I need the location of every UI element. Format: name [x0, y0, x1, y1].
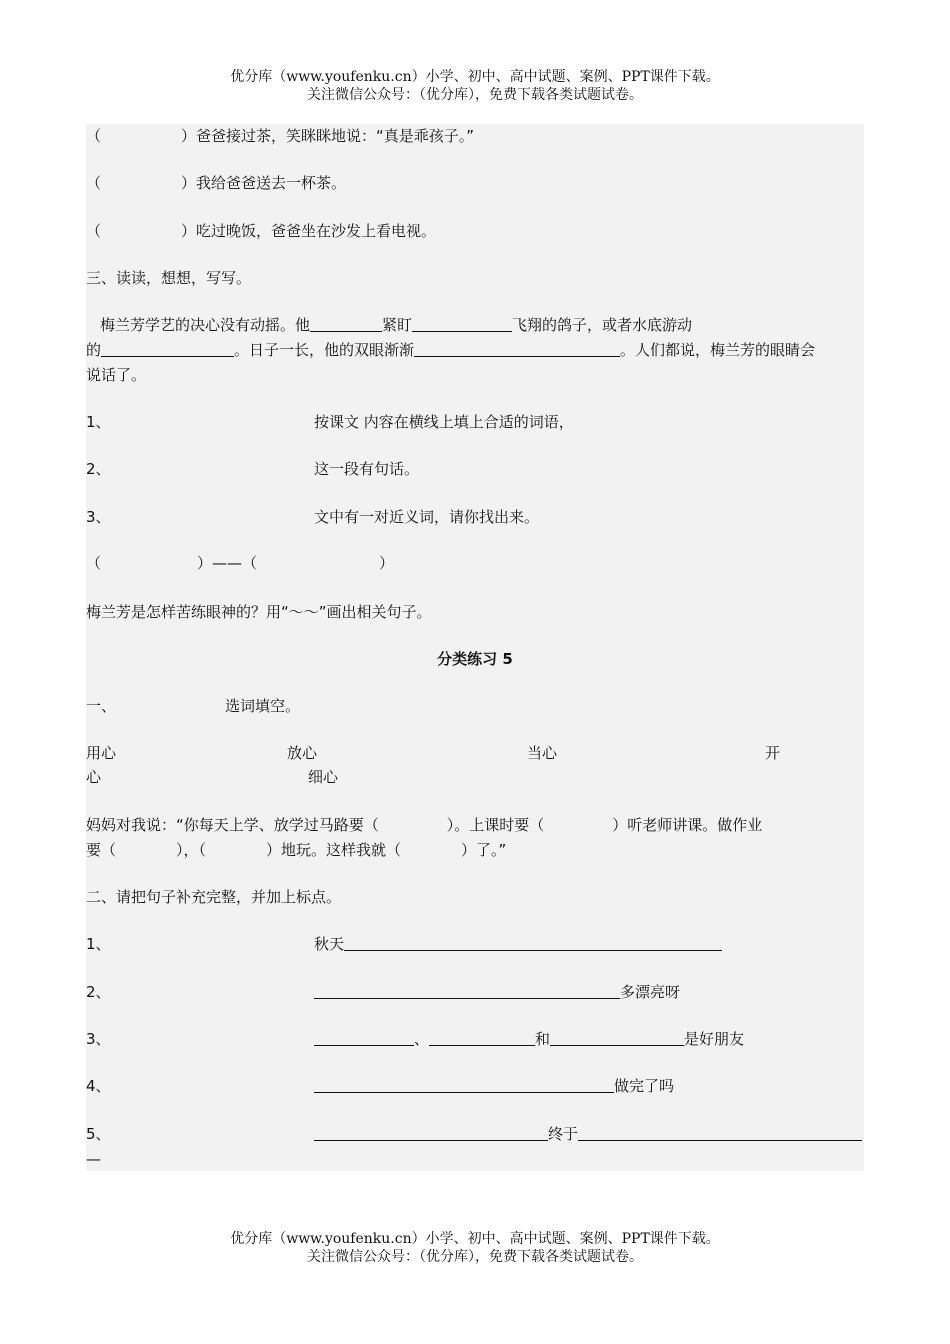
blank[interactable] [314, 1074, 614, 1093]
page-header [0, 68, 950, 104]
question-1-text: 按课文 内容在横线上填上合适的词语， [314, 413, 574, 431]
blank[interactable] [550, 1027, 684, 1046]
word-option: 心 [86, 768, 102, 786]
question-3-text: 文中有一对近义词，请你找出来。 [314, 508, 540, 526]
part2-heading: 二、请把句子补充完整，并加上标点。 [86, 888, 342, 906]
word-option: 当心 [527, 744, 558, 762]
word-option: 开 [765, 744, 781, 762]
item-1-text: 秋天 [314, 932, 722, 956]
item-5-number: 5、 [86, 1125, 111, 1143]
item-2-text: 多漂亮呀 [314, 980, 680, 1004]
passage-line-2: 的 。日子一长，他的双眼渐渐 。人们都说，梅兰芳的眼睛会 [86, 338, 815, 362]
question-1-number: 1、 [86, 413, 111, 431]
order-item-3: （ ）吃过晚饭，爸爸坐在沙发上看电视。 [86, 222, 437, 240]
order-item-2: （ ）我给爸爸送去一杯茶。 [86, 174, 347, 192]
blank[interactable] [344, 932, 722, 951]
blank[interactable] [314, 1122, 548, 1141]
blank[interactable] [429, 1027, 535, 1046]
word-option: 细心 [308, 768, 339, 786]
item-3-text: 、 和 是好朋友 [314, 1027, 744, 1051]
passage-line-1: 梅兰芳学艺的决心没有动摇。他 紧盯 飞翔的鸽子，或者水底游动 [100, 313, 692, 337]
fill-sentence-line-1: 妈妈对我说：“你每天上学、放学过马路要（ ）。上课时要（ ）听老师讲课。做作业 [86, 816, 763, 834]
header-line-1: 优分库（www.youfenku.cn）小学、初中、高中试题、案例、PPT课件下载。 [230, 69, 720, 85]
blank[interactable] [412, 313, 512, 332]
section3-heading: 三、读读，想想，写写。 [86, 269, 252, 287]
passage-line-3: 说话了。 [86, 366, 147, 384]
blank[interactable] [414, 338, 620, 357]
item-4-number: 4、 [86, 1077, 111, 1095]
item-4-text: 做完了吗 [314, 1074, 674, 1098]
item-2-number: 2、 [86, 983, 111, 1001]
question-3-number: 3、 [86, 508, 111, 526]
synonym-pair: （ ）——（ ） [86, 554, 395, 572]
order-item-1: （ ）爸爸接过茶，笑眯眯地说：“真是乖孩子。” [86, 127, 475, 145]
fill-sentence-line-2: 要（ ），（ ）地玩。这样我就（ ）了。” [86, 841, 507, 859]
part1-number: 一、 [86, 697, 117, 715]
item-5-text: 终于 [314, 1122, 862, 1146]
blank[interactable] [314, 1027, 414, 1046]
item-3-number: 3、 [86, 1030, 111, 1048]
word-option: 用心 [86, 744, 117, 762]
footer-line-2: 关注微信公众号：（优分库），免费下载各类试题试卷。 [307, 1249, 643, 1265]
exercise-title: 分类练习 5 [437, 650, 513, 668]
question-2-number: 2、 [86, 460, 111, 478]
header-line-2: 关注微信公众号：（优分库），免费下载各类试题试卷。 [307, 87, 643, 103]
blank[interactable] [101, 338, 234, 357]
blank[interactable] [314, 980, 620, 999]
blank[interactable] [310, 313, 382, 332]
item-5-continuation: — [86, 1150, 101, 1168]
page-footer [0, 1230, 950, 1266]
footer-line-1: 优分库（www.youfenku.cn）小学、初中、高中试题、案例、PPT课件下载。 [230, 1231, 720, 1247]
word-option: 放心 [287, 744, 318, 762]
blank[interactable] [578, 1122, 862, 1141]
question-2-text: 这一段有句话。 [314, 460, 420, 478]
last-question: 梅兰芳是怎样苦练眼神的？用“～～”画出相关句子。 [86, 603, 432, 621]
item-1-number: 1、 [86, 935, 111, 953]
part1-label: 选词填空。 [225, 697, 301, 715]
